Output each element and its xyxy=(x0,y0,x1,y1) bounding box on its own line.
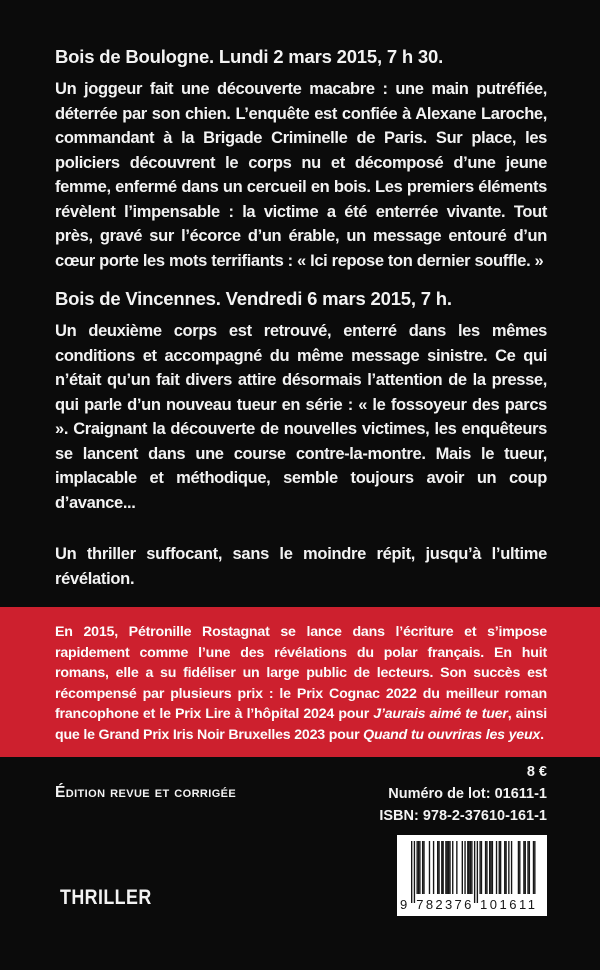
author-bio-text: En 2015, Pétronille Rostagnat se lance dans l’écriture et s’impose rapidement comme l’une des révélations du polar français. En huit romans, elle a su fidéliser un large public de lecteurs. Son succès est récompensé par plusieurs prix : le Prix Cognac 2022 du meilleur roman francophone et le Prix Lire à l’hôpital 2024 pour J’aurais aimé te tuer, ainsi que le Grand Prix Iris Noir Bruxelles 2023 pour Quand tu ouvriras les yeux. xyxy=(55,624,548,743)
synopsis-block xyxy=(55,46,547,591)
tagline: Un thriller suffocant, sans le moindre répit, jusqu’à l’ultime révélation. xyxy=(55,545,547,588)
svg-text:101611: 101611 xyxy=(480,897,535,912)
edition-note: Édition revue et corrigée xyxy=(55,784,237,801)
section-body-vincennes: Un deuxième corps est retrouvé, enterré dans les mêmes conditions et accompagné du même message sinistre. Ce qui n’était qu’un fait divers attire désormais l’attention de la presse, qui parle d’un nouveau tueur en série : « le fossoyeur des parcs ». Craignant la découverte de nouvelles victimes, les enquêteurs se lancent dans une course contre-la-montre. Mais le tueur, implacable et méthodique, semble toujours avoir un coup d’avance... xyxy=(55,322,547,512)
author-bio-band xyxy=(0,607,600,757)
barcode-bars-icon xyxy=(397,835,547,916)
svg-text:782376: 782376 xyxy=(416,897,472,912)
section-body-boulogne: Un joggeur fait une découverte macabre : une main putréfiée, déterrée par son chien. L’enquête est confiée à Alexane Laroche, commandant à la Brigade Criminelle de Paris. Sur place, les policiers découvrent le corps nu et décomposé d’une jeune femme, enfermé dans un cercueil en bois. Les premiers éléments révèlent l’impensable : la victime a été enterrée vivante. Tout près, gravé sur l’écorce d’un érable, un message entouré d’un cœur porte les mots terrifiants : « Ici repose ton dernier souffle. » xyxy=(55,80,547,270)
section-heading-boulogne: Bois de Boulogne. Lundi 2 mars 2015, 7 h 30. xyxy=(55,46,444,67)
svg-text:9: 9 xyxy=(400,897,408,912)
lot-number: Numéro de lot: 01611-1 xyxy=(388,786,547,802)
barcode xyxy=(397,835,547,916)
genre-label: THRILLER xyxy=(60,886,152,909)
section-heading-vincennes: Bois de Vincennes. Vendredi 6 mars 2015, 7 h. xyxy=(55,288,452,309)
isbn: ISBN: 978-2-37610-161-1 xyxy=(379,808,547,824)
price: 8 € xyxy=(526,764,547,780)
